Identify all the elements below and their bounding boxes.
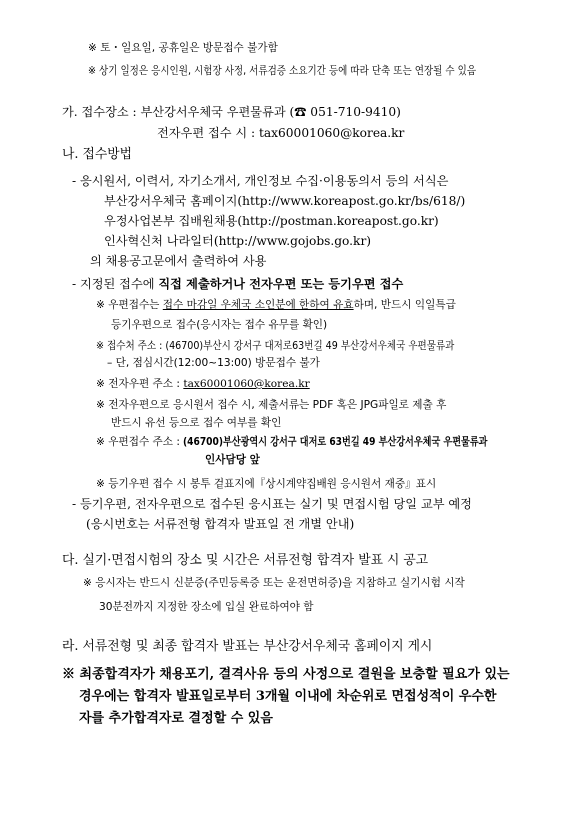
email-note-line1: ※ 전자우편으로 응시원서 접수 시, 제출서류는 PDF 혹은 JPG파일로 제출 후 — [96, 399, 447, 411]
ticket-line1: - 등기우편, 전자우편으로 접수된 응시표는 실기 및 면접시험 당일 교부 예정 — [72, 497, 472, 511]
email-prefix: ※ 전자우편 주소 : — [96, 378, 184, 390]
post-address-line2: 인사담당 앞 — [205, 454, 260, 466]
id-note-line2: 30분전까지 지정한 장소에 입실 완료하여야 함 — [99, 601, 314, 613]
final-note-line2: 경우에는 합격자 발표일로부터 3개월 이내에 차순위로 면접성적이 우수한 — [79, 689, 497, 704]
section-ra-heading: 라. 서류전형 및 최종 합격자 발표는 부산강서우체국 홈페이지 게시 — [62, 639, 433, 654]
address-line1: ※ 접수처 주소 : (46700)부산시 강서구 대저로63번길 49 부산강서우체국 우편물류과 — [96, 340, 455, 352]
site-postman[interactable]: 우정사업본부 집배원채용(http://postman.koreapost.go.kr) — [104, 214, 439, 228]
ticket-line2: (응시번호는 서류전형 합격자 발표일 전 개별 안내) — [86, 517, 355, 531]
post-prefix: ※ 우편접수 주소 : — [96, 436, 184, 448]
designated-submission — [72, 276, 403, 292]
email-note-line2: 반드시 유선 등으로 접수 여부를 확인 — [111, 417, 282, 429]
section-na-heading: 나. 접수방법 — [62, 147, 132, 162]
mail-note-underlined: 접수 마감일 우체국 소인분에 한하여 유효 — [162, 299, 354, 311]
envelope-note: ※ 등기우편 접수 시 봉투 겉표지에『상시계약집배원 응시원서 재중』표시 — [96, 478, 437, 490]
note-weekend: ※ 토・일요일, 공휴일은 방문접수 불가함 — [88, 42, 278, 54]
note-schedule: ※ 상기 일정은 응시인원, 시험장 사정, 서류검증 소요기간 등에 따라 단축 또는 연장될 수 있음 — [88, 65, 477, 77]
mail-note-suffix: 하며, 반드시 익일특급 — [353, 299, 456, 311]
mail-note-line2: 등기우편으로 접수(응시자는 접수 유무를 확인) — [111, 319, 328, 331]
section-ga-heading: 가. 접수장소 : 부산강서우체국 우편물류과 (☎ 051-710-9410) — [62, 105, 401, 119]
mail-note-prefix: ※ 우편접수는 — [96, 299, 163, 311]
post-address-bold: (46700)부산광역시 강서구 대저로 63번길 49 부산강서우체국 우편물류과 — [183, 436, 488, 448]
email-address-line — [96, 376, 310, 392]
id-note-line1: ※ 응시자는 반드시 신분증(주민등록증 또는 운전면허증)을 지참하고 실기시험 시작 — [83, 577, 465, 589]
email-address-link[interactable]: tax60001060@korea.kr — [183, 378, 310, 390]
form-outro: 의 채용공고문에서 출력하여 사용 — [90, 254, 267, 268]
site-busan-gangseo[interactable]: 부산강서우체국 홈페이지(http://www.koreapost.go.kr/bs/618/) — [104, 194, 466, 208]
form-intro: - 응시원서, 이력서, 자기소개서, 개인정보 수집·이용동의서 등의 서식은 — [72, 174, 449, 188]
section-ga-email: 전자우편 접수 시 : tax60001060@korea.kr — [157, 126, 405, 140]
address-line2: – 단, 점심시간(12:00~13:00) 방문접수 불가 — [107, 357, 320, 369]
final-note-line3: 자를 추가합격자로 결정할 수 있음 — [79, 711, 273, 726]
site-gojobs[interactable]: 인사혁신처 나라일터(http://www.gojobs.go.kr) — [104, 234, 372, 248]
designated-bold: 직접 제출하거나 전자우편 또는 등기우편 접수 — [158, 277, 404, 291]
mail-note — [96, 297, 456, 313]
final-note-line1: ※ 최종합격자가 채용포기, 결격사유 등의 사정으로 결원을 보충할 필요가 있는 — [62, 667, 510, 682]
post-address-line1 — [96, 434, 537, 450]
designated-prefix: - 지정된 접수에 — [72, 277, 159, 291]
section-da-heading: 다. 실기·면접시험의 장소 및 시간은 서류전형 합격자 발표 시 공고 — [62, 553, 429, 568]
